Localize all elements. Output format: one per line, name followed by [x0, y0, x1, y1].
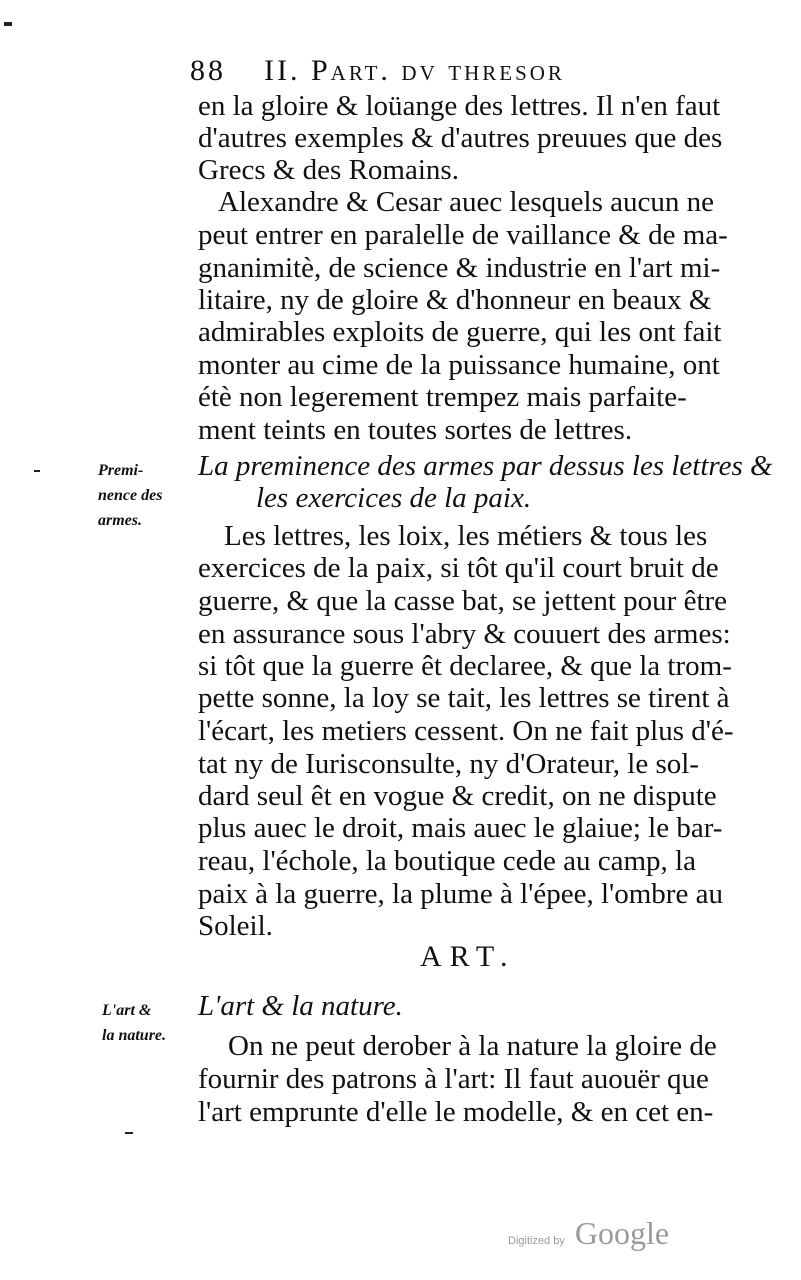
- body-line: d'autres exemples & d'autres preuues que des: [198, 122, 723, 154]
- body-line: monter au cime de la puissance humaine, ont: [198, 349, 720, 381]
- body-line: reau, l'échole, la boutique cede au camp, la: [198, 845, 696, 877]
- body-line: Alexandre & Cesar auec lesquels aucun ne: [218, 186, 715, 218]
- body-line: fournir des patrons à l'art: Il faut auouër que: [198, 1063, 709, 1095]
- body-line: en assurance sous l'abry & couuert des armes:: [198, 618, 731, 650]
- body-line: exercices de la paix, si tôt qu'il court bruit de: [198, 552, 719, 584]
- body-line: peut entrer en paralelle de vaillance & de ma-: [198, 219, 728, 251]
- body-line: l'écart, les metiers cessent. On ne fait plus d'é-: [198, 715, 734, 747]
- margin-note-preminence: Premi- nence des armes.: [98, 462, 163, 529]
- section-heading-art: ART.: [420, 940, 516, 973]
- section-title: les exercices de la paix.: [256, 482, 532, 514]
- digitized-label: Digitized by: [508, 1235, 565, 1247]
- body-line: litaire, ny de gloire & d'honneur en beaux &: [198, 284, 712, 316]
- body-line: si tôt que la guerre êt declaree, & que la trom-: [198, 650, 732, 682]
- body-line: dard seul êt en vogue & credit, on ne dispute: [198, 780, 717, 812]
- body-line: pette sonne, la loy se tait, les lettres se tirent à: [198, 682, 730, 714]
- page-header: [190, 54, 660, 94]
- digitized-by-google-watermark: [508, 1215, 669, 1252]
- section-title: L'art & la nature.: [198, 990, 403, 1022]
- section-title: La preminence des armes par dessus les lettres &: [198, 450, 773, 482]
- scan-mark: [4, 22, 12, 26]
- body-line: ment teints en toutes sortes de lettres.: [198, 414, 633, 446]
- body-line: paix à la guerre, la plume à l'épee, l'ombre au: [198, 878, 723, 910]
- margin-note-art-nature: L'art & la nature.: [102, 1002, 167, 1044]
- body-line: Grecs & des Romains.: [198, 154, 459, 186]
- body-line: tat ny de Iurisconsulte, ny d'Orateur, le sol-: [198, 748, 699, 780]
- google-logo-text: Google: [574, 1215, 670, 1251]
- body-line: gnanimitè, de science & industrie en l'art mi-: [198, 252, 721, 284]
- body-line: étè non legerement trempez mais parfaite-: [198, 381, 687, 413]
- body-line: en la gloire & loüange des lettres. Il n'en faut: [198, 90, 721, 122]
- body-line: Les lettres, les loix, les métiers & tous les: [224, 520, 708, 552]
- body-line: l'art emprunte d'elle le modelle, & en cet en-: [198, 1096, 714, 1128]
- body-line: guerre, & que la casse bat, se jettent pour être: [198, 585, 728, 617]
- page-number: 88: [190, 54, 226, 87]
- scan-mark: [125, 1132, 133, 1134]
- body-line: admirables exploits de guerre, qui les ont fait: [198, 316, 722, 348]
- body-line: Soleil.: [198, 910, 273, 942]
- body-line: plus auec le droit, mais auec le glaiue; le bar-: [198, 812, 723, 844]
- scan-mark: [34, 470, 40, 472]
- running-title: II. Part. dv thresor: [264, 54, 565, 87]
- body-line: On ne peut derober à la nature la gloire de: [228, 1030, 717, 1062]
